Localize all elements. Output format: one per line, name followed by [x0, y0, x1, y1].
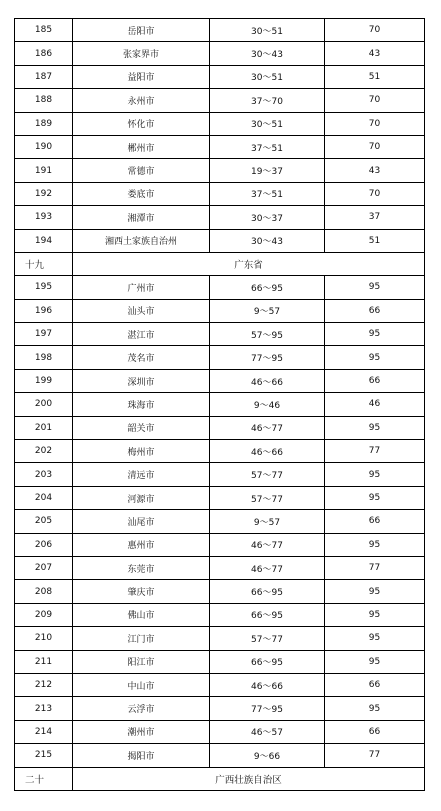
city-name-cell: 湘西土家族自治州 — [73, 229, 210, 252]
table-row — [15, 720, 425, 743]
row-number-cell: 187 — [15, 65, 73, 88]
city-name-cell: 韶关市 — [73, 416, 210, 439]
city-name-cell: 张家界市 — [73, 42, 210, 65]
range-cell: 46～77 — [210, 556, 325, 579]
value-cell: 95 — [325, 603, 425, 626]
range-cell: 57～77 — [210, 463, 325, 486]
city-name-cell: 益阳市 — [73, 65, 210, 88]
value-cell: 95 — [325, 346, 425, 369]
value-cell: 95 — [325, 416, 425, 439]
value-cell: 66 — [325, 673, 425, 696]
range-cell: 37～70 — [210, 89, 325, 112]
table-body — [15, 19, 425, 791]
table-row — [15, 159, 425, 182]
row-number-cell: 188 — [15, 89, 73, 112]
value-cell: 66 — [325, 369, 425, 392]
range-cell: 57～95 — [210, 323, 325, 346]
range-cell: 9～57 — [210, 510, 325, 533]
section-header-row — [15, 252, 425, 275]
city-name-cell: 郴州市 — [73, 135, 210, 158]
table-row — [15, 416, 425, 439]
table-row — [15, 229, 425, 252]
city-name-cell: 湛江市 — [73, 323, 210, 346]
range-cell: 46～77 — [210, 533, 325, 556]
table-row — [15, 697, 425, 720]
value-cell: 95 — [325, 627, 425, 650]
value-cell: 43 — [325, 159, 425, 182]
row-number-cell: 202 — [15, 440, 73, 463]
value-cell: 95 — [325, 697, 425, 720]
value-cell: 66 — [325, 720, 425, 743]
table-row — [15, 627, 425, 650]
row-number-cell: 203 — [15, 463, 73, 486]
table-row — [15, 206, 425, 229]
row-number-cell: 193 — [15, 206, 73, 229]
value-cell: 66 — [325, 510, 425, 533]
value-cell: 46 — [325, 393, 425, 416]
row-number-cell: 201 — [15, 416, 73, 439]
city-name-cell: 常德市 — [73, 159, 210, 182]
table-row — [15, 580, 425, 603]
city-name-cell: 佛山市 — [73, 603, 210, 626]
value-cell: 51 — [325, 65, 425, 88]
city-name-cell: 珠海市 — [73, 393, 210, 416]
range-cell: 19～37 — [210, 159, 325, 182]
row-number-cell: 209 — [15, 603, 73, 626]
row-number-cell: 194 — [15, 229, 73, 252]
row-number-cell: 190 — [15, 135, 73, 158]
row-number-cell: 207 — [15, 556, 73, 579]
range-cell: 30～43 — [210, 42, 325, 65]
city-name-cell: 潮州市 — [73, 720, 210, 743]
table-row — [15, 603, 425, 626]
range-cell: 9～57 — [210, 299, 325, 322]
row-number-cell: 200 — [15, 393, 73, 416]
range-cell: 37～51 — [210, 182, 325, 205]
table-row — [15, 673, 425, 696]
city-name-cell: 湘潭市 — [73, 206, 210, 229]
table-row — [15, 463, 425, 486]
value-cell: 37 — [325, 206, 425, 229]
range-cell: 66～95 — [210, 580, 325, 603]
row-number-cell: 197 — [15, 323, 73, 346]
city-name-cell: 惠州市 — [73, 533, 210, 556]
range-cell: 66～95 — [210, 603, 325, 626]
city-name-cell: 中山市 — [73, 673, 210, 696]
row-number-cell: 189 — [15, 112, 73, 135]
city-name-cell: 云浮市 — [73, 697, 210, 720]
city-name-cell: 娄底市 — [73, 182, 210, 205]
table-row — [15, 533, 425, 556]
city-name-cell: 广州市 — [73, 276, 210, 299]
range-cell: 30～51 — [210, 112, 325, 135]
value-cell: 70 — [325, 112, 425, 135]
value-cell: 95 — [325, 533, 425, 556]
range-cell: 30～51 — [210, 19, 325, 42]
section-number: 二十 — [15, 767, 73, 790]
city-name-cell: 深圳市 — [73, 369, 210, 392]
table-row — [15, 89, 425, 112]
city-name-cell: 怀化市 — [73, 112, 210, 135]
row-number-cell: 212 — [15, 673, 73, 696]
value-cell: 77 — [325, 440, 425, 463]
section-title: 广东省 — [73, 252, 425, 275]
city-name-cell: 阳江市 — [73, 650, 210, 673]
city-name-cell: 江门市 — [73, 627, 210, 650]
row-number-cell: 210 — [15, 627, 73, 650]
table-row — [15, 744, 425, 767]
value-cell: 95 — [325, 486, 425, 509]
row-number-cell: 205 — [15, 510, 73, 533]
table-row — [15, 19, 425, 42]
city-name-cell: 永州市 — [73, 89, 210, 112]
value-cell: 51 — [325, 229, 425, 252]
range-cell: 66～95 — [210, 650, 325, 673]
range-cell: 57～77 — [210, 486, 325, 509]
range-cell: 46～77 — [210, 416, 325, 439]
row-number-cell: 211 — [15, 650, 73, 673]
table-row — [15, 369, 425, 392]
city-name-cell: 肇庆市 — [73, 580, 210, 603]
value-cell: 70 — [325, 19, 425, 42]
row-number-cell: 186 — [15, 42, 73, 65]
city-name-cell: 汕头市 — [73, 299, 210, 322]
value-cell: 70 — [325, 89, 425, 112]
value-cell: 95 — [325, 463, 425, 486]
range-cell: 46～66 — [210, 673, 325, 696]
city-name-cell: 汕尾市 — [73, 510, 210, 533]
table-row — [15, 65, 425, 88]
section-title: 广西壮族自治区 — [73, 767, 425, 790]
row-number-cell: 185 — [15, 19, 73, 42]
table-row — [15, 135, 425, 158]
row-number-cell: 206 — [15, 533, 73, 556]
range-cell: 30～37 — [210, 206, 325, 229]
value-cell: 95 — [325, 650, 425, 673]
row-number-cell: 195 — [15, 276, 73, 299]
value-cell: 70 — [325, 182, 425, 205]
table-row — [15, 42, 425, 65]
range-cell: 37～51 — [210, 135, 325, 158]
table-row — [15, 510, 425, 533]
range-cell: 9～66 — [210, 744, 325, 767]
row-number-cell: 215 — [15, 744, 73, 767]
city-name-cell: 清远市 — [73, 463, 210, 486]
row-number-cell: 213 — [15, 697, 73, 720]
row-number-cell: 208 — [15, 580, 73, 603]
value-cell: 95 — [325, 323, 425, 346]
table-row — [15, 299, 425, 322]
range-cell: 9～46 — [210, 393, 325, 416]
table-row — [15, 323, 425, 346]
city-name-cell: 岳阳市 — [73, 19, 210, 42]
range-cell: 46～66 — [210, 440, 325, 463]
row-number-cell: 191 — [15, 159, 73, 182]
table-row — [15, 556, 425, 579]
table-row — [15, 486, 425, 509]
table-row — [15, 650, 425, 673]
value-cell: 66 — [325, 299, 425, 322]
value-cell: 77 — [325, 556, 425, 579]
city-name-cell: 东莞市 — [73, 556, 210, 579]
range-cell: 57～77 — [210, 627, 325, 650]
city-name-cell: 茂名市 — [73, 346, 210, 369]
city-value-table — [14, 18, 425, 791]
value-cell: 43 — [325, 42, 425, 65]
range-cell: 46～66 — [210, 369, 325, 392]
value-cell: 95 — [325, 276, 425, 299]
city-name-cell: 梅州市 — [73, 440, 210, 463]
table-row — [15, 182, 425, 205]
range-cell: 77～95 — [210, 697, 325, 720]
section-header-row — [15, 767, 425, 790]
range-cell: 30～51 — [210, 65, 325, 88]
value-cell: 70 — [325, 135, 425, 158]
table-row — [15, 276, 425, 299]
range-cell: 30～43 — [210, 229, 325, 252]
value-cell: 77 — [325, 744, 425, 767]
row-number-cell: 192 — [15, 182, 73, 205]
row-number-cell: 214 — [15, 720, 73, 743]
range-cell: 77～95 — [210, 346, 325, 369]
city-name-cell: 揭阳市 — [73, 744, 210, 767]
value-cell: 95 — [325, 580, 425, 603]
range-cell: 46～57 — [210, 720, 325, 743]
row-number-cell: 204 — [15, 486, 73, 509]
table-row — [15, 440, 425, 463]
section-number: 十九 — [15, 252, 73, 275]
range-cell: 66～95 — [210, 276, 325, 299]
table-row — [15, 112, 425, 135]
row-number-cell: 198 — [15, 346, 73, 369]
table-row — [15, 393, 425, 416]
city-name-cell: 河源市 — [73, 486, 210, 509]
row-number-cell: 199 — [15, 369, 73, 392]
row-number-cell: 196 — [15, 299, 73, 322]
table-row — [15, 346, 425, 369]
